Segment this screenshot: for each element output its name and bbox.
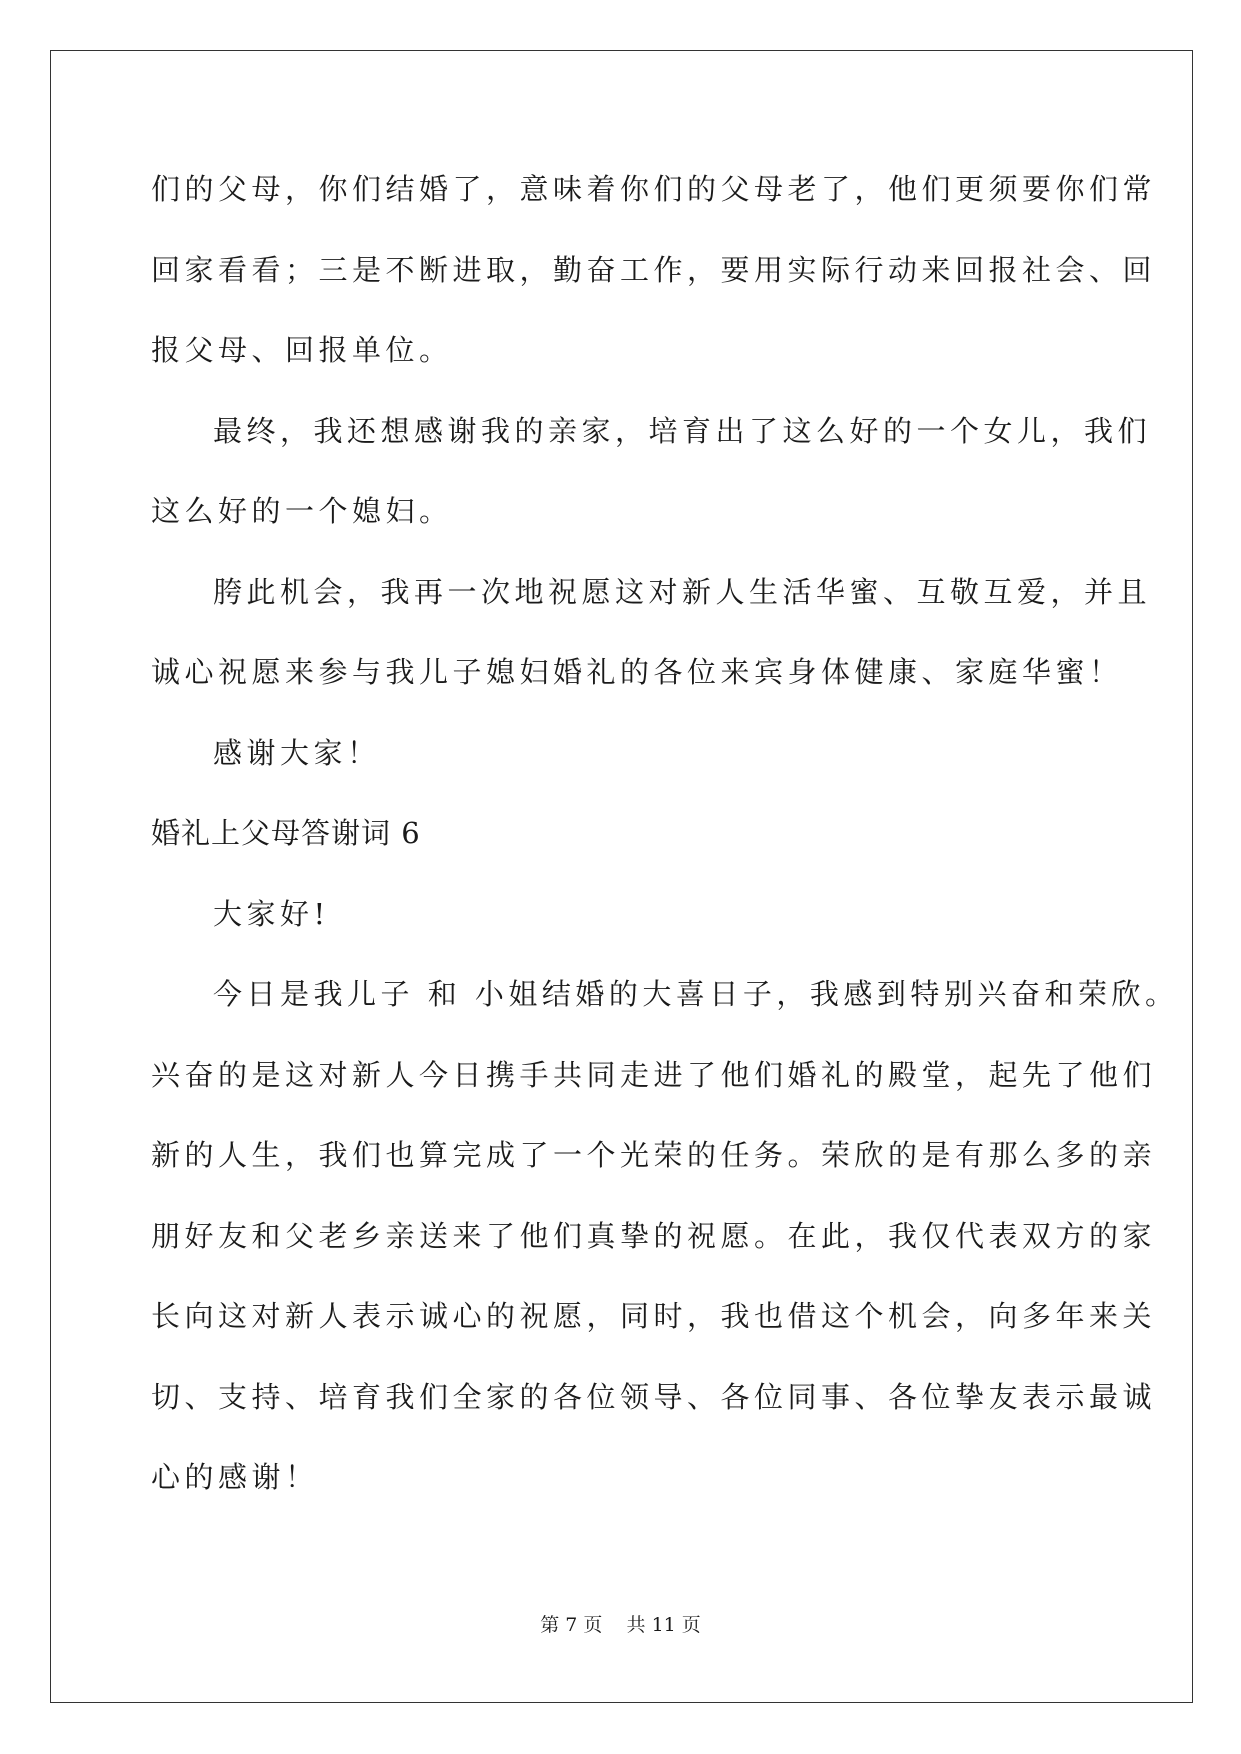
paragraph-line: 报父母、回报单位。 <box>151 333 453 367</box>
paragraph-line: 今日是我儿子 和 小姐结婚的大喜日子，我感到特别兴奋和荣欣。 <box>213 977 1179 1011</box>
paragraph-line: 大家好! <box>213 897 330 931</box>
page-footer: 第 7 页 共 11 页 <box>540 1614 701 1636</box>
paragraph-line: 最终，我还想感谢我的亲家，培育出了这么好的一个女儿，我们 <box>213 414 1152 448</box>
paragraph-line: 心的感谢！ <box>151 1460 319 1494</box>
paragraph-line: 这么好的一个媳妇。 <box>151 494 453 528</box>
paragraph-line: 朋好友和父老乡亲送来了他们真挚的祝愿。在此，我仅代表双方的家 <box>151 1219 1157 1253</box>
paragraph-line: 兴奋的是这对新人今日携手共同走进了他们婚礼的殿堂，起先了他们 <box>151 1058 1157 1092</box>
section-heading: 婚礼上父母答谢词 6 <box>151 816 421 850</box>
paragraph-line: 诚心祝愿来参与我儿子媳妇婚礼的各位来宾身体健康、家庭华蜜！ <box>151 655 1123 689</box>
paragraph-line: 切、支持、培育我们全家的各位领导、各位同事、各位挚友表示最诚 <box>151 1380 1157 1414</box>
paragraph-line: 们的父母，你们结婚了，意味着你们的父母老了，他们更须要你们常 <box>151 172 1157 206</box>
page-border <box>50 50 1193 1703</box>
paragraph-line: 胯此机会，我再一次地祝愿这对新人生活华蜜、互敬互爱，并且 <box>213 575 1152 609</box>
paragraph-line: 新的人生，我们也算完成了一个光荣的任务。荣欣的是有那么多的亲 <box>151 1138 1157 1172</box>
paragraph-line: 长向这对新人表示诚心的祝愿，同时，我也借这个机会，向多年来关 <box>151 1299 1157 1333</box>
paragraph-line: 感谢大家！ <box>213 736 381 770</box>
paragraph-line: 回家看看；三是不断进取，勤奋工作，要用实际行动来回报社会、回 <box>151 253 1157 287</box>
